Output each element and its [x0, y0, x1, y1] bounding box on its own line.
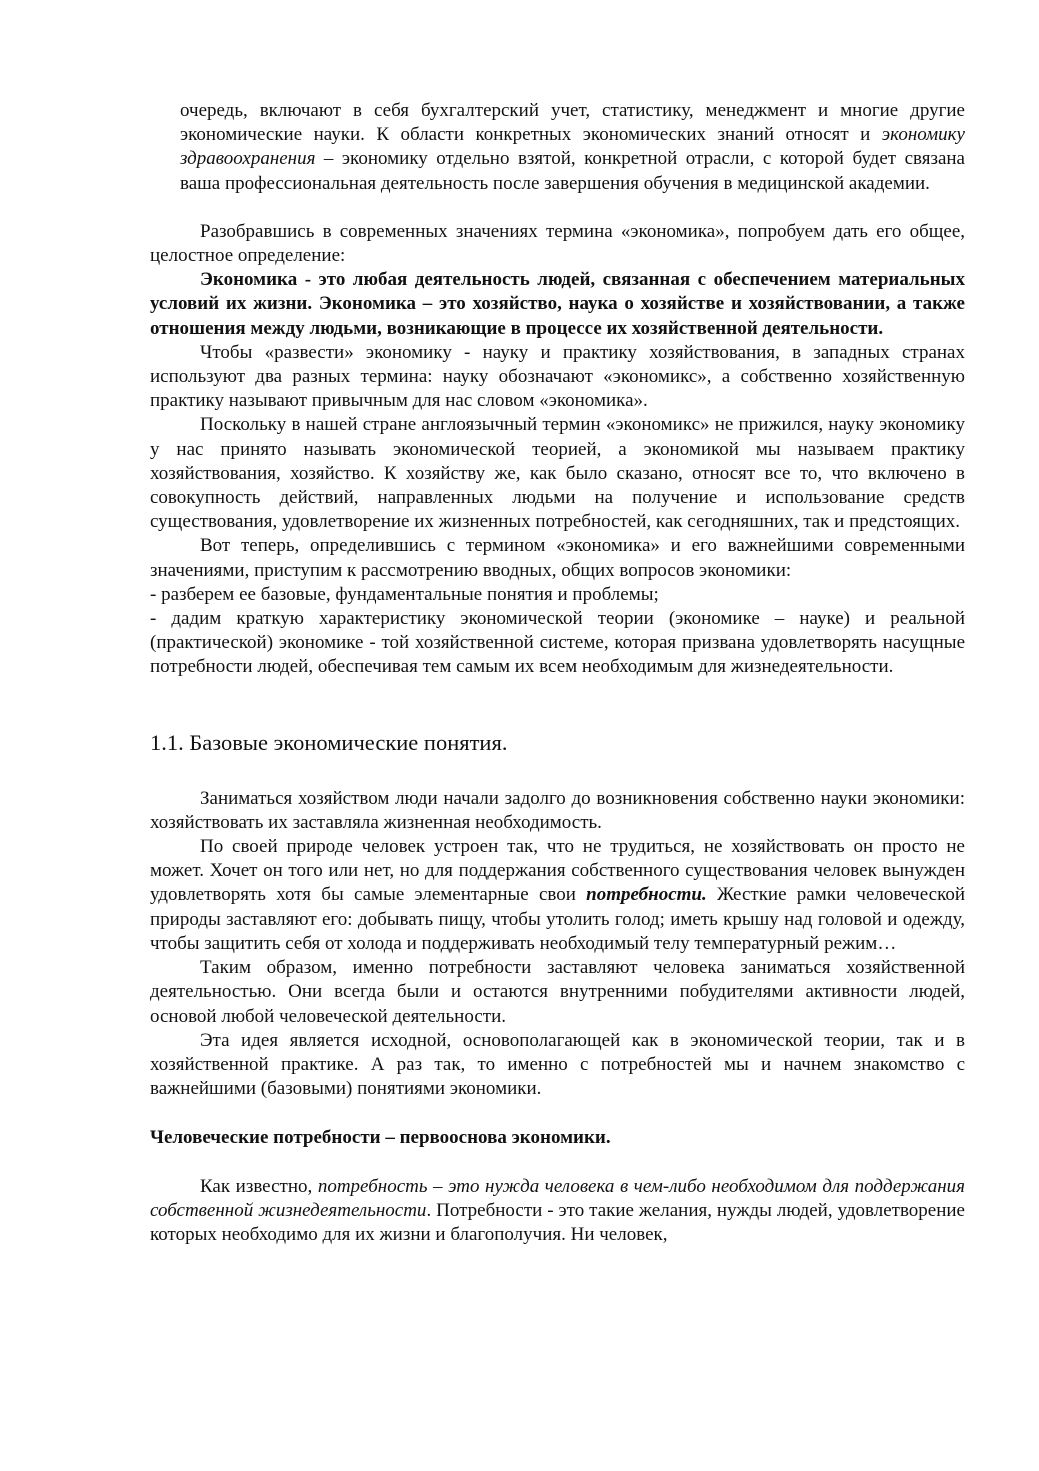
text-run: – экономику отдельно взятой, конкретной отрасли, с которой будет связана ваша профессиональная деятельность после завершения обучения в медицинской академии.: [180, 148, 965, 194]
bold-italic-term-needs: потребности.: [586, 884, 707, 906]
section-heading: 1.1. Базовые экономические понятия.: [150, 729, 508, 755]
italic-term-health-economics: экономику здравоохранения: [180, 124, 965, 170]
definition-economics: Экономика - это любая деятельность людей, связанная с обеспечением материальных условий их жизни. Экономика – это хозяйство, наука о хозяйстве и хозяйствовании, а также отношения между людьми, возникающие в процессе их хозяйственной деятельности.: [150, 269, 965, 339]
text-run: Жесткие рамки человеческой природы заставляют его: добывать пищу, чтобы утолить голод; иметь крышу над головой и одежду, чтобы защитить себя от холода и поддерживать необходимый телу температурный режим…: [150, 884, 966, 954]
paragraph-economic-theory: Поскольку в нашей стране англоязычный термин «экономикс» не прижился, науку экономику у нас принято называть экономической теорией, а экономикой мы называем практику хозяйствования, хозяйство. К хозяйству же, как было сказано, относят все то, что включено в совокупность действий, направленных людьми на получение и использование средств существования, удовлетворение их жизненных потребностей, как сегодняшних, так и предстоящих.: [150, 414, 965, 533]
text-run: Как известно,: [200, 1175, 318, 1197]
document-page: [150, 99, 965, 1247]
italic-needs-definition: потребность – это нужда человека в чем-либо необходимом для поддержания собственной жизнедеятельности: [150, 1175, 965, 1221]
text-run: очередь, включают в себя бухгалтерский учет, статистику, менеджмент и многие другие экономические науки. К области конкретных экономических знаний относят и: [180, 100, 965, 146]
list-item-economic-characteristics: - дадим краткую характеристику экономической теории (экономике – науке) и реальной (практической) экономике - той хозяйственной системе, которая призвана удовлетворять насущные потребности людей, обеспечивая тем самым их всем необходимым для жизнедеятельности.: [150, 608, 965, 678]
text-run: . Потребности - это такие желания, нужды людей, удовлетворение которых необходимо для их жизни и благополучия. Ни человек,: [150, 1199, 965, 1245]
paragraph-household-origin: Заниматься хозяйством люди начали задолго до возникновения собственно науки экономики: хозяйствовать их заставляла жизненная необходимость.: [150, 787, 965, 833]
paragraph-economics-terms: Чтобы «развести» экономику - науку и практику хозяйствования, в западных странах используют два разных термина: науку обозначают «экономикс», а собственно хозяйственную практику называют привычным для нас словом «экономика».: [150, 341, 965, 412]
paragraph-human-nature: [150, 835, 965, 956]
paragraph-needs-definition: [150, 1175, 965, 1248]
paragraph-introduction-questions: Вот теперь, определившись с термином «экономика» и его важнейшими современными значениями, приступим к рассмотрению вводных, общих вопросов экономики:: [150, 535, 965, 581]
subsection-heading: Человеческие потребности – первооснова экономики.: [150, 1127, 611, 1149]
paragraph-definition-lead: Разобравшись в современных значениях термина «экономика», попробуем дать его общее, целостное определение:: [150, 220, 965, 267]
paragraph-needs-drive-activity: Таким образом, именно потребности заставляют человека заниматься хозяйственной деятельностью. Они всегда были и остаются внутренними побудителями активности людей, основой любой человеческой деятельности.: [150, 957, 965, 1027]
paragraph-fundamental-idea: Эта идея является исходной, основополагающей как в экономической теории, так и в хозяйственной практике. А раз так, то именно с потребностей мы и начнем знакомство с важнейшими (базовыми) понятиями экономики.: [150, 1029, 965, 1100]
text-run: По своей природе человек устроен так, что не трудиться, не хозяйствовать он просто не может. Хочет он того или нет, но для поддержания собственного существования человек вынужден удовлетворять хотя бы самые элементарные свои: [150, 836, 965, 906]
list-item-basic-concepts: - разберем ее базовые, фундаментальные понятия и проблемы;: [150, 583, 659, 605]
paragraph-intro-continuation: [150, 99, 965, 196]
